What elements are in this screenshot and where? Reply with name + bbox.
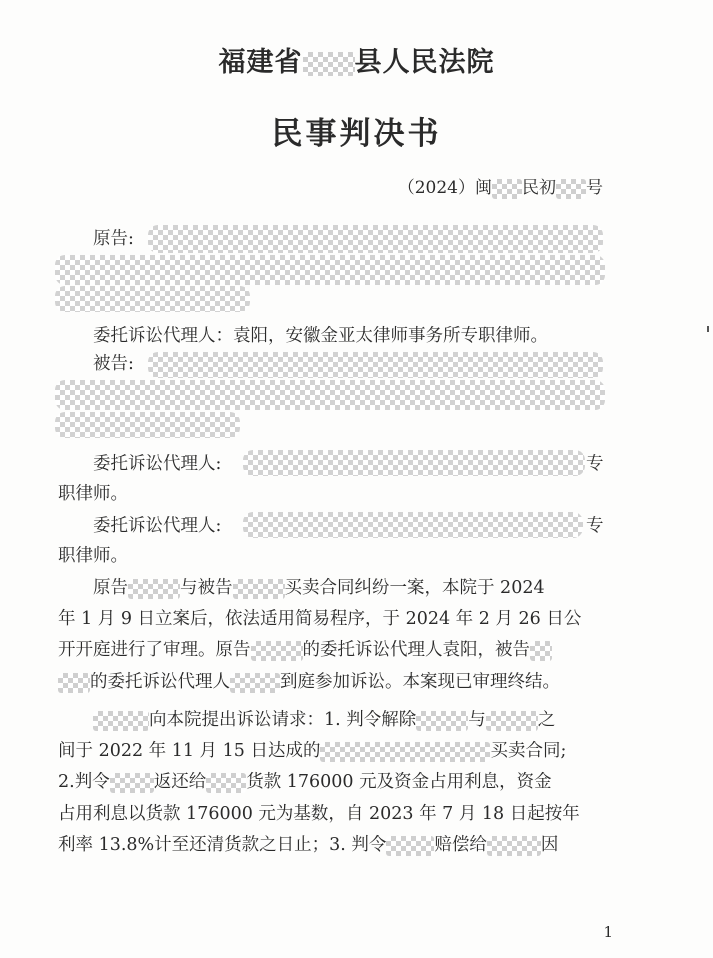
text: 与 — [468, 710, 486, 730]
redaction — [320, 742, 490, 762]
text: 原告 — [93, 578, 128, 598]
redaction — [530, 641, 552, 661]
text: 赔偿给 — [434, 835, 487, 855]
paragraph-line — [93, 706, 555, 734]
text: 返还给 — [153, 772, 207, 792]
agent-redaction — [243, 512, 583, 538]
agent-label: 委托诉讼代理人: — [93, 516, 222, 536]
court-name — [0, 40, 713, 79]
agent-tail: 专 — [586, 516, 604, 536]
case-no-suffix: 号 — [586, 178, 603, 198]
redaction — [251, 641, 303, 661]
paragraph-line: 占用利息以货款 176000 元为基数，自 2023 年 7 月 18 日起按年 — [58, 804, 580, 824]
paragraph-line — [58, 737, 566, 765]
court-province: 福建省 — [218, 47, 303, 78]
redaction — [303, 52, 355, 76]
plaintiff-label: 原告: — [93, 229, 134, 249]
redaction — [93, 711, 149, 731]
paragraph-line — [58, 668, 560, 696]
case-number — [398, 173, 603, 199]
paragraph-line — [58, 636, 552, 664]
redaction — [487, 836, 541, 856]
defendant-agent-1 — [93, 450, 221, 478]
agent-label: 委托诉讼代理人: — [93, 454, 222, 474]
defendant-label: 被告: — [93, 354, 134, 374]
paragraph-line — [58, 831, 558, 859]
redaction — [128, 579, 180, 599]
plaintiff-redaction — [148, 225, 603, 253]
plaintiff-redaction — [55, 286, 250, 312]
defendant-redaction — [148, 352, 603, 378]
defendant-agent-2 — [93, 512, 221, 540]
scan-mark — [707, 326, 709, 332]
text: 与被告 — [180, 578, 233, 598]
defendant-redaction — [55, 380, 605, 410]
defendant-redaction — [55, 412, 240, 438]
agent-cont: 职律师。 — [58, 484, 128, 504]
agent-cont: 职律师。 — [58, 546, 128, 566]
text: 到庭参加诉讼。本案现已审理终结。 — [280, 672, 560, 692]
text: 买卖合同纠纷一案，本院于 2024 — [284, 578, 545, 598]
text: 间于 2022 年 11 月 15 日达成的 — [58, 741, 321, 761]
text: 之 — [537, 710, 556, 730]
page-number: 1 — [603, 923, 613, 941]
redaction — [110, 773, 154, 793]
text: 2.判令 — [58, 772, 110, 792]
redaction — [230, 673, 280, 693]
redaction — [58, 673, 90, 693]
paragraph-line — [93, 574, 545, 602]
redaction — [233, 579, 285, 599]
plaintiff-redaction — [55, 255, 605, 285]
defendant-line — [93, 350, 134, 378]
redaction — [486, 711, 538, 731]
text: 买卖合同; — [490, 741, 567, 761]
text: 货款 176000 元及资金占用利息，资金 — [246, 772, 552, 792]
text: 因 — [540, 835, 559, 855]
agent-redaction — [243, 450, 585, 476]
redaction — [386, 836, 434, 856]
redaction — [556, 179, 586, 199]
text: 利率 13.8%计至还清货款之日止；3. 判令 — [58, 835, 387, 855]
text: 的委托诉讼代理人袁阳，被告 — [302, 640, 530, 660]
plaintiff-agent: 委托诉讼代理人：袁阳，安徽金亚太律师事务所专职律师。 — [93, 326, 548, 346]
plaintiff-line — [93, 225, 134, 253]
case-no-mid: 民初 — [522, 178, 556, 198]
text: 开开庭进行了审理。原告 — [58, 640, 251, 660]
text: 的委托诉讼代理人 — [90, 672, 230, 692]
redaction — [492, 179, 522, 199]
court-suffix: 县人民法院 — [354, 47, 495, 78]
redaction — [416, 711, 468, 731]
agent-tail: 专 — [586, 454, 604, 474]
paragraph-line — [58, 768, 552, 796]
text: 向本院提出诉讼请求：1. 判令解除 — [149, 710, 417, 730]
paragraph-line: 年 1 月 9 日立案后，依法适用简易程序，于 2024 年 2 月 26 日公 — [58, 609, 582, 629]
redaction — [206, 773, 246, 793]
case-no-prefix: （2024）闽 — [397, 178, 492, 198]
document-title: 民事判决书 — [271, 116, 442, 152]
